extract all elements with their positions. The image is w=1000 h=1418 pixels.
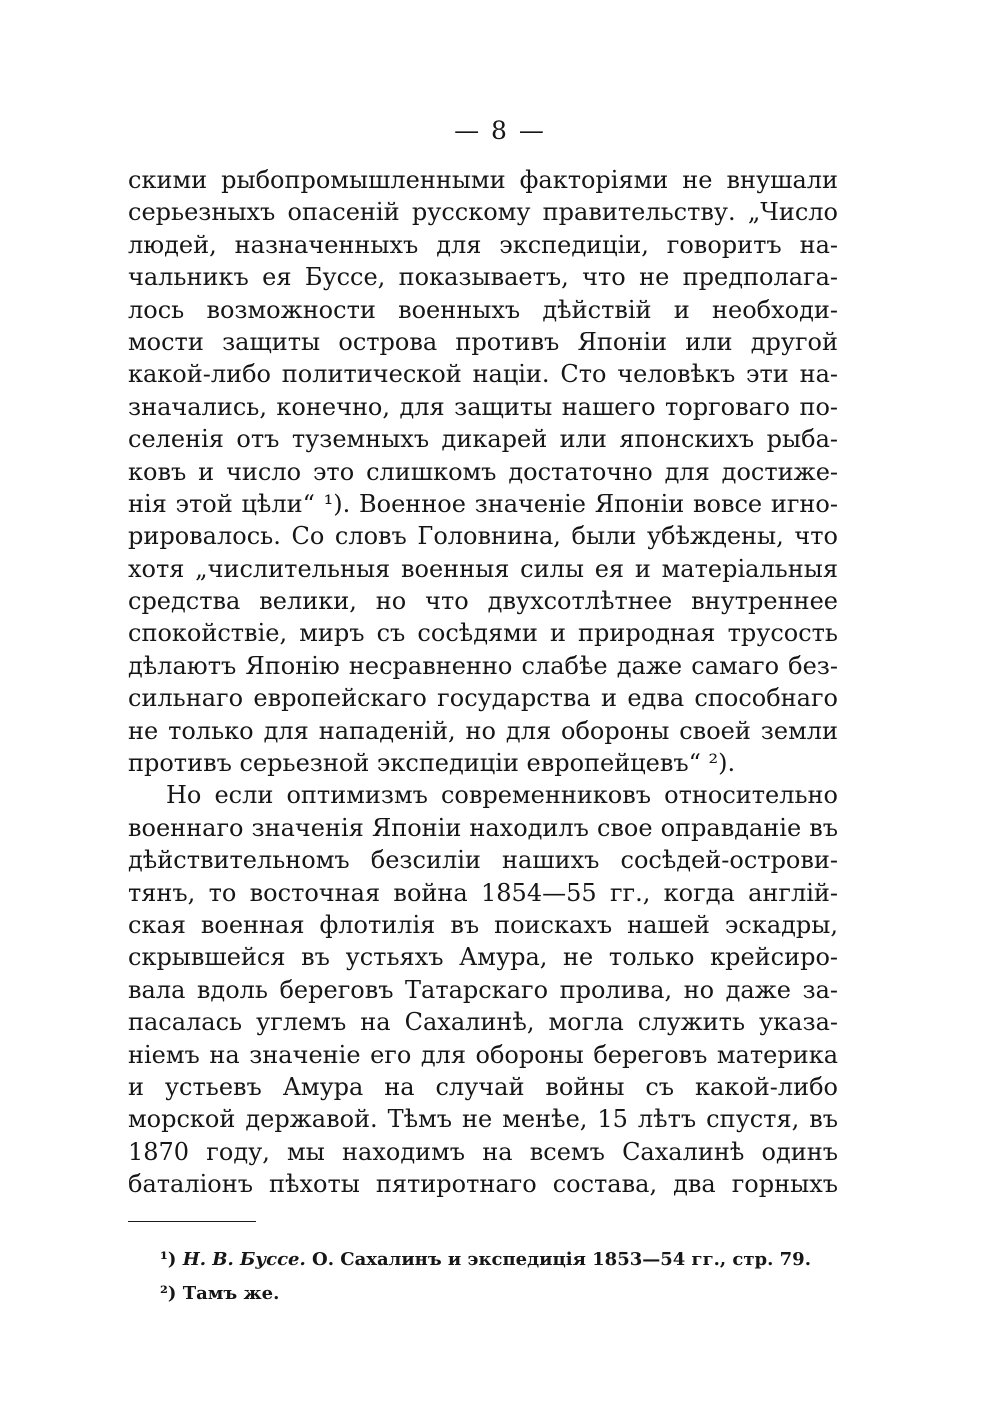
footnote-text: О. Сахалинъ и экспедиція 1853—54 гг., стр. 79. — [312, 1249, 811, 1270]
text-line: нія этой цѣли“ ¹). Военное значеніе Японіи вовсе игно- — [128, 489, 838, 518]
footnote-marker: ²) — [160, 1283, 177, 1304]
footnote-2 — [160, 1277, 840, 1311]
text-line: людей, назначенныхъ для экспедиціи, говоритъ на- — [128, 230, 838, 259]
text-line: военнаго значенія Японіи находилъ свое оправданіе въ — [128, 813, 838, 842]
text-line: не только для нападеній, но для обороны своей земли — [128, 716, 838, 745]
text-line: средства велики, но что двухсотлѣтнее внутреннее — [128, 587, 838, 616]
text-line: селенія отъ туземныхъ дикарей или японскихъ рыба- — [128, 425, 838, 454]
text-line: скрывшейся въ устьяхъ Амура, не только крейсиро- — [128, 943, 838, 972]
text-line: дѣйствительномъ безсиліи нашихъ сосѣдей-острови- — [128, 846, 838, 875]
footnote-author: Н. В. Буссе. — [182, 1249, 306, 1270]
text-line: и устьевъ Амура на случай войны съ какой-либо — [128, 1072, 838, 1101]
text-line: серьезныхъ опасеній русскому правительству. „Число — [128, 198, 838, 227]
text-line: ская военная флотилія въ поискахъ нашей эскадры, — [128, 910, 838, 939]
text-line: морской державой. Тѣмъ не менѣе, 15 лѣтъ спустя, въ — [128, 1105, 838, 1134]
body-text — [128, 164, 838, 1201]
paragraph-start-line: Но если оптимизмъ современниковъ относительно — [166, 781, 838, 810]
text-line: какой-либо политической націи. Сто человѣкъ эти на- — [128, 360, 838, 389]
text-line: лось возможности военныхъ дѣйствій и необходи- — [128, 295, 838, 324]
text-line: дѣлаютъ Японію несравненно слабѣе даже самаго без- — [128, 651, 838, 680]
text-line: спокойствіе, миръ съ сосѣдями и природная трусость — [128, 619, 838, 648]
text-line: вала вдоль береговъ Татарскаго пролива, но даже за- — [128, 975, 838, 1004]
text-line: ніемъ на значеніе его для обороны береговъ материка — [128, 1040, 838, 1069]
text-line: мости защиты острова противъ Японіи или другой — [128, 327, 838, 356]
footnote-text: Тамъ же. — [182, 1283, 280, 1304]
text-line: значались, конечно, для защиты нашего торговаго по- — [128, 392, 838, 421]
text-line: пасалась углемъ на Сахалинѣ, могла служить указа- — [128, 1008, 838, 1037]
text-line: скими рыбопромышленными факторіями не внушали — [128, 166, 838, 194]
page-number: — 8 — — [454, 116, 546, 145]
text-line: ковъ и число это слишкомъ достаточно для достиже- — [128, 457, 838, 486]
text-line: тянъ, то восточная война 1854—55 гг., когда англій- — [128, 878, 838, 907]
footnote-divider — [128, 1221, 256, 1222]
footnote-1 — [160, 1243, 840, 1277]
text-line: хотя „числительныя военныя силы ея и матеріальныя — [128, 554, 838, 583]
text-line: баталіонъ пѣхоты пятиротнаго состава, два горныхъ — [128, 1170, 838, 1199]
text-line: чальникъ ея Буссе, показываетъ, что не предполага- — [128, 263, 838, 292]
footnote-marker: ¹) — [160, 1249, 177, 1270]
paragraph-end-line: противъ серьезной экспедиціи европейцевъ“ ²). — [128, 749, 736, 778]
text-line: 1870 году, мы находимъ на всемъ Сахалинѣ одинъ — [128, 1137, 838, 1166]
text-line: сильнаго европейскаго государства и едва способнаго — [128, 684, 838, 713]
footnotes — [160, 1243, 840, 1311]
text-line: рировалось. Со словъ Головнина, были убѣждены, что — [128, 522, 838, 551]
